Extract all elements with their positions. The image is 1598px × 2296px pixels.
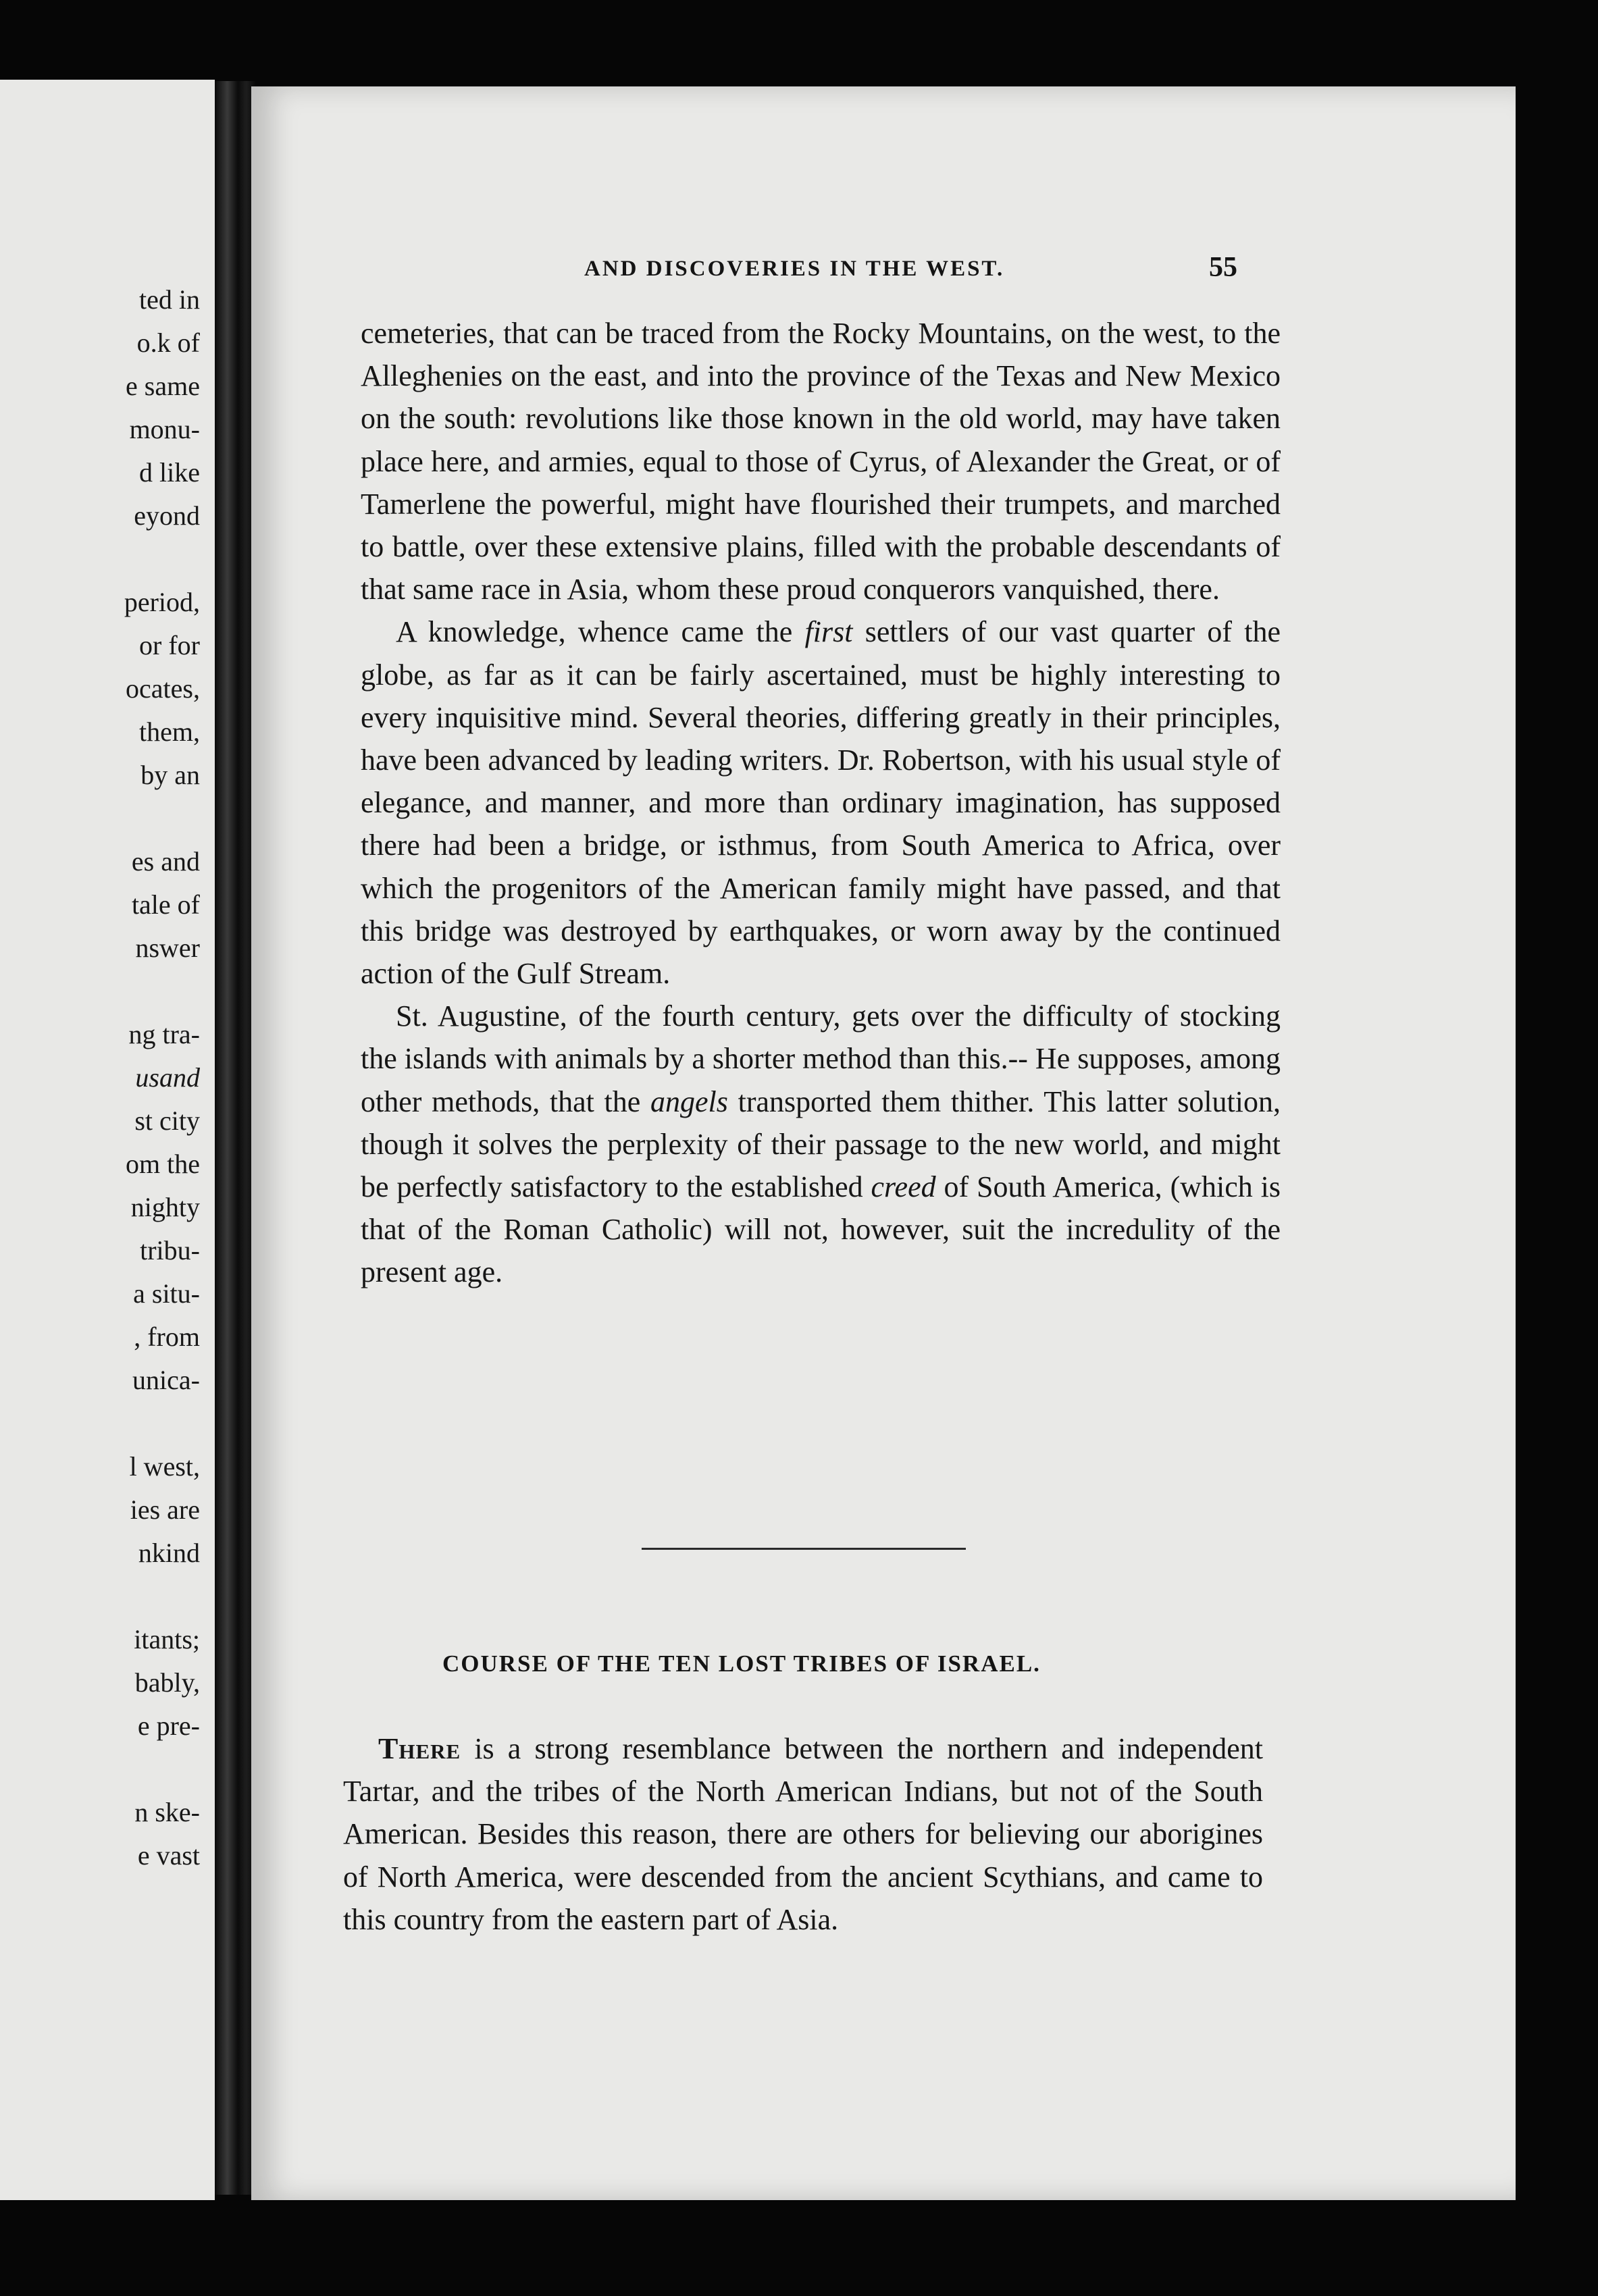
facing-page <box>0 80 215 2200</box>
paragraph-2-part-1: A knowledge, whence came the <box>396 615 805 649</box>
paragraph-1: cemeteries, that can be traced from the Rocky Mountains, on the west, to the Alleghenies on the east, and into the province of the Texas and New Mexico on the south: revolutions like those known in the old world, may have taken place here, and armies, equal to those of Cyrus, of Alexander the Great, or of Tamerlene the powerful, might have flourished their trumpets, and marched to battle, over these extensive plains, filled with the probable descendants of that same race in Asia, whom these proud conquerors vanquished, there. <box>361 317 1281 606</box>
facing-page-line: om the <box>126 1149 200 1179</box>
facing-page-line: ng tra- <box>128 1019 200 1049</box>
emphasis-first: first <box>804 615 853 649</box>
facing-page-line: tribu- <box>140 1235 200 1266</box>
main-text-block <box>361 312 1281 1294</box>
section-divider <box>642 1548 966 1550</box>
facing-page-line: st city <box>134 1105 200 1136</box>
facing-page-line: eyond <box>134 500 200 531</box>
paragraph-2 <box>361 610 1281 995</box>
facing-page-line: es and <box>131 846 200 877</box>
section-paragraph <box>343 1727 1263 1941</box>
facing-page-line: nswer <box>135 933 200 963</box>
facing-page-line: ted in <box>139 284 200 315</box>
running-head: AND DISCOVERIES IN THE WEST. <box>584 257 1005 281</box>
facing-page-line: e vast <box>137 1840 200 1871</box>
facing-page-line: or for <box>139 630 200 660</box>
facing-page-line: a situ- <box>133 1278 200 1309</box>
paragraph-2-part-2: settlers of our vast quarter of the globe, as far as it can be fairly ascertained, must be highly interesting to every inquisitive mind. Several theories, differing greatly in their principles, have been advanced by leading writers. Dr. Robertson, with his usual style of elegance, and manner, and more than ordinary imagination, has supposed there had been a bridge, or isthmus, from South America to Africa, over which the progenitors of the American family might have passed, and that this bridge was destroyed by earthquakes, or worn away by the continued action of the Gulf Stream. <box>361 615 1281 991</box>
facing-page-line: period, <box>124 587 200 617</box>
facing-page-line: e pre- <box>137 1711 200 1741</box>
facing-page-line: bably, <box>134 1667 200 1698</box>
facing-page-line: itants; <box>134 1624 200 1654</box>
facing-page-line: usand <box>135 1062 200 1093</box>
facing-page-line: monu- <box>129 414 200 444</box>
paragraph-3-part-1: St. Augustine, of the fourth century, gets over the difficulty of stocking the islands with animals by a shorter method than this.-- He supposes, among other methods, that the <box>361 999 1281 1118</box>
section-lead-word: There <box>378 1732 461 1765</box>
section-text-block <box>343 1727 1263 1941</box>
emphasis-angels: angels <box>650 1085 728 1118</box>
facing-page-line: d like <box>139 457 200 488</box>
paragraph-3-part-3: of South America, (which is that of the Roman Catholic) will not, however, suit the incredulity of the present age. <box>361 1170 1281 1289</box>
facing-page-line: nkind <box>138 1538 200 1568</box>
section-paragraph-text: is a strong resemblance between the northern and independent Tartar, and the tribes of the North American Indians, but not of the South American. Besides this reason, there are others for believing our aborigines of North America, were descended from the ancient Scythians, and came to this country from the eastern part of Asia. <box>343 1732 1263 1936</box>
facing-page-line: them, <box>139 716 200 747</box>
facing-page-line: , from <box>134 1322 200 1352</box>
section-heading: COURSE OF THE TEN LOST TRIBES OF ISRAEL. <box>442 1650 1041 1677</box>
facing-page-line: unica- <box>132 1365 200 1395</box>
facing-page-line: l west, <box>129 1451 200 1482</box>
facing-page-line: n ske- <box>134 1797 200 1827</box>
page-number: 55 <box>1209 252 1237 283</box>
facing-page-line: ies are <box>130 1494 200 1525</box>
facing-page-line: o.k of <box>136 328 200 358</box>
emphasis-creed: creed <box>871 1170 936 1204</box>
facing-page-line: e same <box>126 371 200 401</box>
book-gutter <box>215 81 257 2195</box>
facing-page-line: ocates, <box>126 673 200 704</box>
paragraph-3 <box>361 995 1281 1293</box>
paragraph-3-part-2: transported them thither. This latter solution, though it solves the perplexity of their passage to the new world, and might be perfectly satisfactory to the established <box>361 1085 1281 1204</box>
facing-page-line: by an <box>140 760 200 790</box>
facing-page-line: nighty <box>130 1192 200 1222</box>
facing-page-line: tale of <box>131 889 200 920</box>
